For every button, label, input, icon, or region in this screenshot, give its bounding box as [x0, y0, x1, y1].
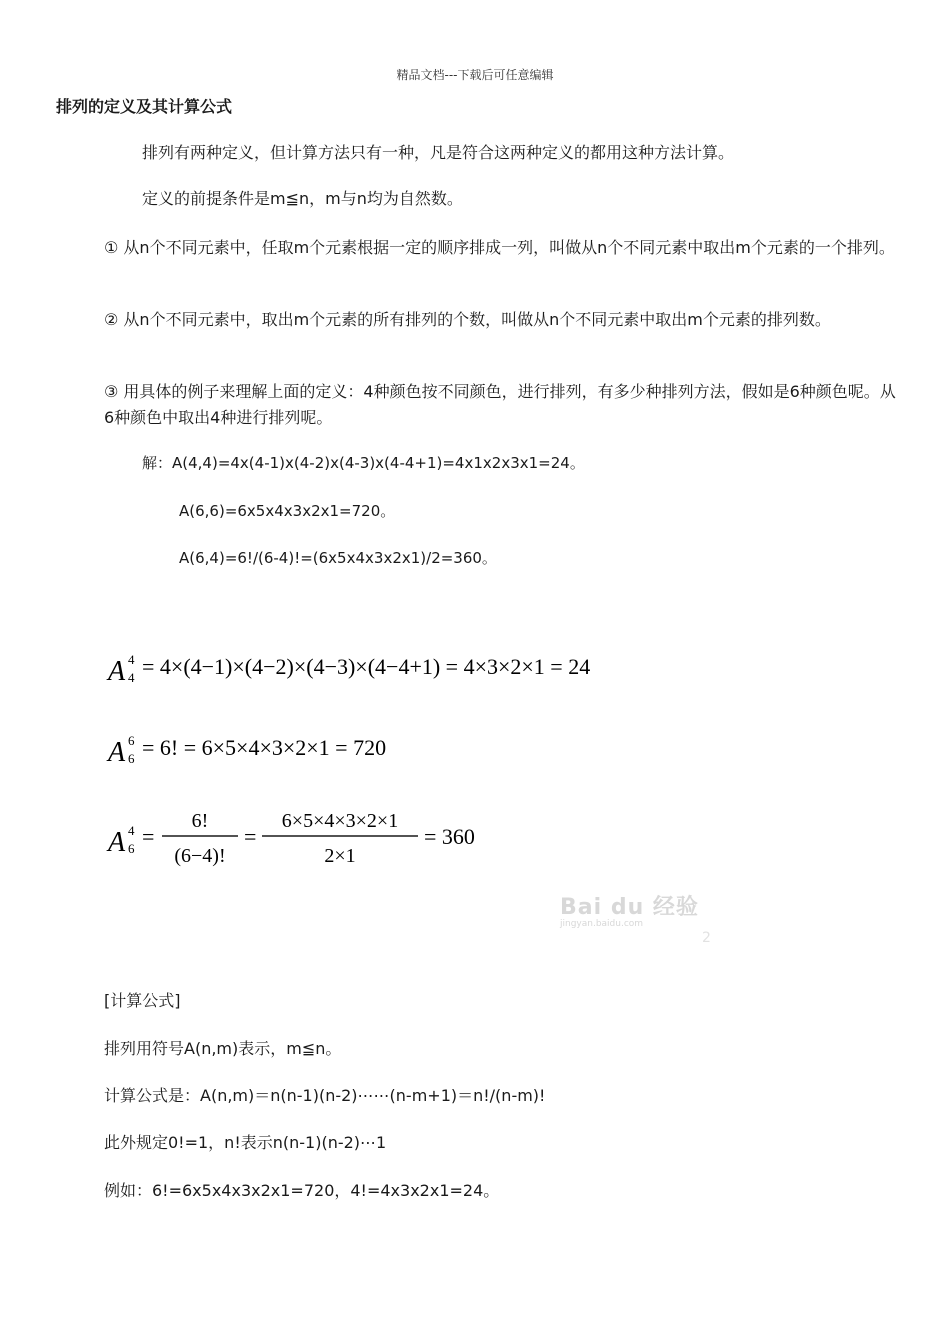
formula-1-sup: 4 — [128, 652, 135, 667]
intro-paragraph-1: 排列有两种定义，但计算方法只有一种，凡是符合这两种定义的都用这种方法计算。 — [142, 143, 735, 162]
solution-line-1: 解：A(4,4)=4x(4-1)x(4-2)x(4-3)x(4-4+1)=4x1x2x3x1=24。 — [142, 454, 585, 472]
formula-2-text: = 6! = 6×5×4×3×2×1 = 720 — [142, 735, 387, 760]
baidu-watermark-logo — [560, 890, 699, 929]
definition-2: ② 从n个不同元素中，取出m个元素的所有排列的个数，叫做从n个不同元素中取出m个元素的排列数。 — [104, 310, 831, 329]
solution-line-3: A(6,4)=6!/(6-4)!=(6x5x4x3x2x1)/2=360。 — [179, 549, 497, 567]
formula-3-eq2: = — [244, 824, 257, 849]
formula-3-num2: 6×5×4×3×2×1 — [281, 810, 399, 832]
definition-3: ③ 用具体的例子来理解上面的定义：4种颜色按不同颜色，进行排列，有多少种排列方法，假如是6种颜色呢。从6种颜色中取出4种进行排列呢。 — [104, 382, 896, 427]
formula-2-sup: 6 — [128, 733, 135, 748]
watermark-text: Bai du 经验 — [560, 895, 699, 920]
definition-1: ① 从n个不同元素中，任取m个元素根据一定的顺序排成一列，叫做从n个不同元素中取出m个元素的一个排列。 — [104, 238, 895, 257]
page-header: 精品文档---下载后可任意编辑 — [396, 68, 554, 82]
formula-3-eq1: = — [142, 824, 155, 849]
formula-2-A: A — [108, 737, 126, 768]
watermark-url: jingyan.baidu.com — [560, 919, 644, 929]
formula-3-result: = 360 — [424, 824, 475, 849]
calc-line-2: 计算公式是：A(n,m)＝n(n-1)(n-2)⋯⋯(n-m+1)＝n!/(n-m)! — [104, 1086, 546, 1105]
formula-3-sub: 6 — [128, 841, 135, 856]
document-title: 排列的定义及其计算公式 — [56, 97, 233, 116]
formula-3-sup: 4 — [128, 823, 135, 838]
intro-paragraph-2: 定义的前提条件是m≦n，m与n均为自然数。 — [142, 189, 463, 208]
formula-3-den2: 2×1 — [324, 845, 356, 867]
formula-1-sub: 4 — [128, 670, 135, 685]
calc-line-1: 排列用符号A(n,m)表示，m≦n。 — [104, 1039, 342, 1058]
formula-1-A: A — [108, 656, 126, 687]
calc-line-3: 此外规定0!=1，n!表示n(n-1)(n-2)⋯1 — [104, 1133, 387, 1152]
formula-3-A: A — [108, 827, 126, 858]
formula-1-text: = 4×(4−1)×(4−2)×(4−3)×(4−4+1) = 4×3×2×1 = 24 — [142, 654, 591, 679]
formula-2-sub: 6 — [128, 751, 135, 766]
solution-line-2: A(6,6)=6x5x4x3x2x1=720。 — [179, 502, 396, 520]
watermark-number: 2 — [702, 930, 711, 946]
formula-3-num: 6! — [191, 810, 209, 832]
section-heading: [计算公式] — [104, 991, 181, 1010]
formula-3-den: (6−4)! — [174, 845, 226, 867]
calc-line-4: 例如：6!=6x5x4x3x2x1=720，4!=4x3x2x1=24。 — [104, 1181, 500, 1200]
